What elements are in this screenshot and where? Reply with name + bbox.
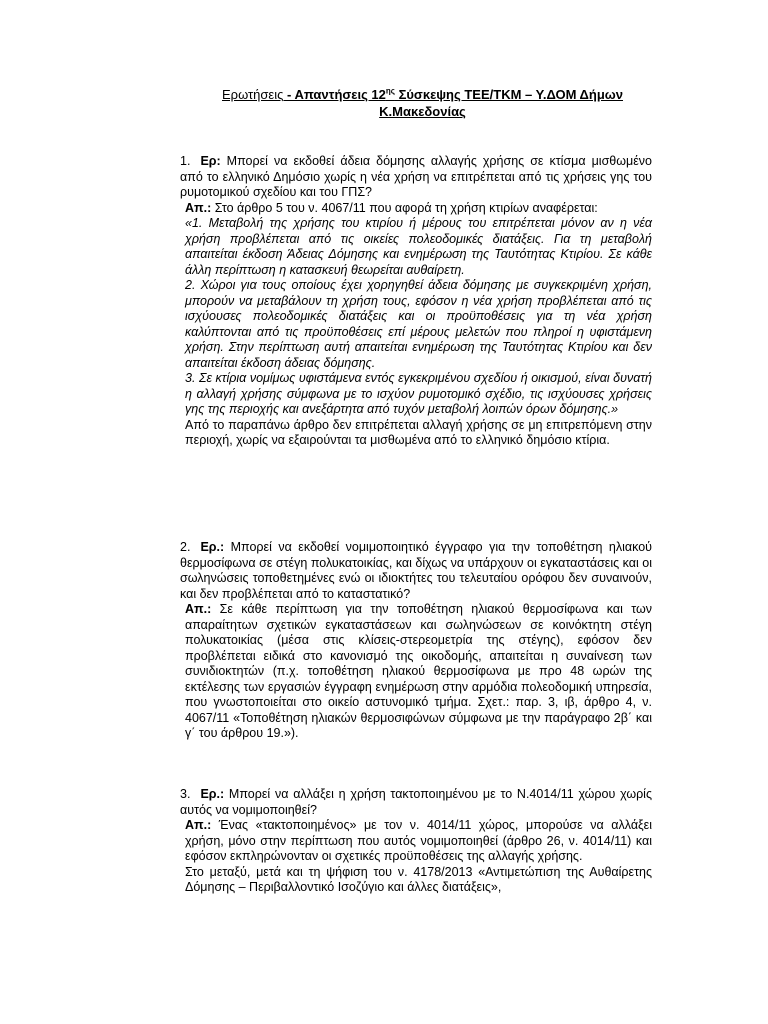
question-1-text: 1. Ερ: Μπορεί να εκδοθεί άδεια δόμησης αλλαγής χρήσης σε κτίσμα μισθωμένο από το ελληνικό Δημόσιο χωρίς η νέα χρήση να επιτρέπεται από τις χρήσεις γης του ρυμοτομικού σχεδίου και του ΓΠΣ? xyxy=(180,154,652,199)
question-block-1 xyxy=(180,154,652,449)
answer-1-quote-2: 2. Χώροι για τους οποίους έχει χορηγηθεί άδεια δόμησης με συγκεκριμένη χρήση, μπορούν να μεταβάλουν τη χρήση τους, εφόσον η νέα χρήση προβλέπεται από τις ισχύουσες πολεοδομικές διατάξεις και οι προϋποθέσεις για τη νέα χρήση καλύπτονται από τις προϋποθέσεις επί μέρους μελετών που πληροί η υφιστάμενη χρήση. Στην περίπτωση αυτή απαιτείται ενημέρωση της Ταυτότητας Κτιρίου και δεν απαιτείται έκδοση άδειας δόμησης. xyxy=(185,278,652,370)
answer-1-conclusion: Από το παραπάνω άρθρο δεν επιτρέπεται αλλαγή χρήσης σε μη επιτρεπόμενη στην περιοχή, χωρίς να εξαιρούνται τα μισθωμένα από το ελληνικό δημόσιο κτίρια. xyxy=(185,417,652,447)
answer-1-quote-1: «1. Μεταβολή της χρήσης του κτιρίου ή μέρους του επιτρέπεται μόνον αν η νέα χρήση προβλέπεται από τις οικείες πολεοδομικές διατάξεις. Για τη μεταβολή απαιτείται έκδοση Άδειας Δόμησης και ενημέρωση της Ταυτότητας Κτιρίου. Σε κάθε άλλη περίπτωση η κατασκευή θεωρείται αυθαίρετη. xyxy=(185,216,652,277)
title-main: - Απαντήσεις $12^{\eta\varsigma}$ Σύσκεψης ΤΕΕ/ΤΚΜ – Υ.ΔΟΜ Δήμων xyxy=(283,86,623,102)
answer-2: Απ.: Σε κάθε περίπτωση για την τοποθέτηση ηλιακού θερμοσίφωνα και των απαραίτητων σχετικών εγκαταστάσεων και σωληνώσεων σε κοινόκτητη στέγη πολυκατοικίας (μέσα στις κλίσεις-στερεομετρία της στέγης), εφόσον δεν προβλέπεται ειδικά στο κανονισμό της οικοδομής, απαιτείται η συναίνεση των συνιδιοκτητών (π.χ. τοποθέτηση ηλιακού θερμοσίφωνα με προ 48 ωρών της εκτέλεσης των εργασιών έγγραφη ενημέρωση στην αρμόδια πολεοδομική υπηρεσία, που γνωστοποιείται στο οικείο αστυνομικό τμήμα. Σχετ.: παρ. 3, ιβ, άρθρο 4, ν. 4067/11 «Τοποθέτηση ηλιακών θερμοσιφώνων σύμφωνα με την παράγραφο 2β΄ και γ΄ του άρθρου 19.»). xyxy=(185,602,652,740)
answer-3: Απ.: Ένας «τακτοποιημένος» με τον ν. 4014/11 χώρος, μπορούσε να αλλάξει χρήση, μόνο στην περίπτωση που αυτός νομιμοποιηθεί (άρθρο 26, ν. 4014/11) και εφόσον εκπληρώνονταν οι σχετικές προϋποθέσεις της αλλαγής χρήσης. Στο μεταξύ, μετά και τη ψήφιση του ν. 4178/2013 «Αντιμετώπιση της Αυθαίρετης Δόμησης – Περιβαλλοντικό Ισοζύγιο και άλλες διατάξεις», xyxy=(185,818,652,894)
question-block-3 xyxy=(180,787,652,896)
question-block-2 xyxy=(180,540,652,742)
title-prefix: Ερωτήσεις xyxy=(222,87,284,102)
question-3-text: 3. Ερ.: Μπορεί να αλλάξει η χρήση τακτοποιημένου με το Ν.4014/11 χώρου χωρίς αυτός να νομιμοποιηθεί? xyxy=(180,787,652,817)
answer-1: Απ.: Στο άρθρο 5 του ν. 4067/11 που αφορά τη χρήση κτιρίων αναφέρεται: «1. Μεταβολή της χρήσης του κτιρίου ή μέρους του επιτρέπεται μόνον αν η νέα χρήση προβλέπεται από τις οικείες πολεοδομικές διατάξεις. Για τη μεταβολή απαιτείται έκδοση Άδειας Δόμησης και ενημέρωση της Ταυτότητας Κτιρίου. Σε κάθε άλλη περίπτωση η κατασκευή θεωρείται αυθαίρετη. 2. Χώροι για τους οποίους έχει χορηγηθεί άδεια δόμησης με συγκεκριμένη χρήση, μπορούν να μεταβάλουν τη χρήση τους, εφόσον η νέα χρήση προβλέπεται από τις ισχύουσες πολεοδομικές διατάξεις και οι προϋποθέσεις για τη νέα χρήση καλύπτονται από τις προϋποθέσεις επί μέρους μελετών που πληροί η υφιστάμενη χρήση. Στην περίπτωση αυτή απαιτείται ενημέρωση της Ταυτότητας Κτιρίου και δεν απαιτείται έκδοση άδειας δόμησης. 3. Σε κτίρια νομίμως υφιστάμενα εντός εγκεκριμένου σχεδίου ή οικισμού, είναι δυνατή η αλλαγή χρήσης σύμφωνα με το ισχύον ρυμοτομικό σχέδιο, τις ισχύουσες χρήσεις γης της περιοχής και ανεξάρτητα από τυχόν μεταβολή λοιπών όρων δόμησης.» Από το παραπάνω άρθρο δεν επιτρέπεται αλλαγή χρήσης σε μη επιτρεπόμενη στην περιοχή, χωρίς να εξαιρούνται τα μισθωμένα από το ελληνικό δημόσιο κτίρια. xyxy=(185,200,652,447)
document-title xyxy=(180,86,665,120)
title-line2: Κ.Μακεδονίας xyxy=(379,104,466,119)
question-2-text: 2. Ερ.: Μπορεί να εκδοθεί νομιμοποιητικό έγγραφο για την τοποθέτηση ηλιακού θερμοσίφωνα σε στέγη πολυκατοικίας, και δίχως να υπάρχουν οι εγκαταστάσεις και οι σωληνώσεις τοποθετημένες ενώ οι ιδιοκτήτες του τελευταίου ορόφου δεν συναινούν, και δεν προβλέπεται από το καταστατικό? xyxy=(180,540,652,601)
answer-3-continuation: Στο μεταξύ, μετά και τη ψήφιση του ν. 4178/2013 «Αντιμετώπιση της Αυθαίρετης Δόμησης – Περιβαλλοντικό Ισοζύγιο και άλλες διατάξεις», xyxy=(185,864,652,894)
answer-1-quote-3: 3. Σε κτίρια νομίμως υφιστάμενα εντός εγκεκριμένου σχεδίου ή οικισμού, είναι δυνατή η αλλαγή χρήσης σύμφωνα με το ισχύον ρυμοτομικό σχέδιο, τις ισχύουσες χρήσεις γης της περιοχής και ανεξάρτητα από τυχόν μεταβολή λοιπών όρων δόμησης.» xyxy=(185,371,652,416)
